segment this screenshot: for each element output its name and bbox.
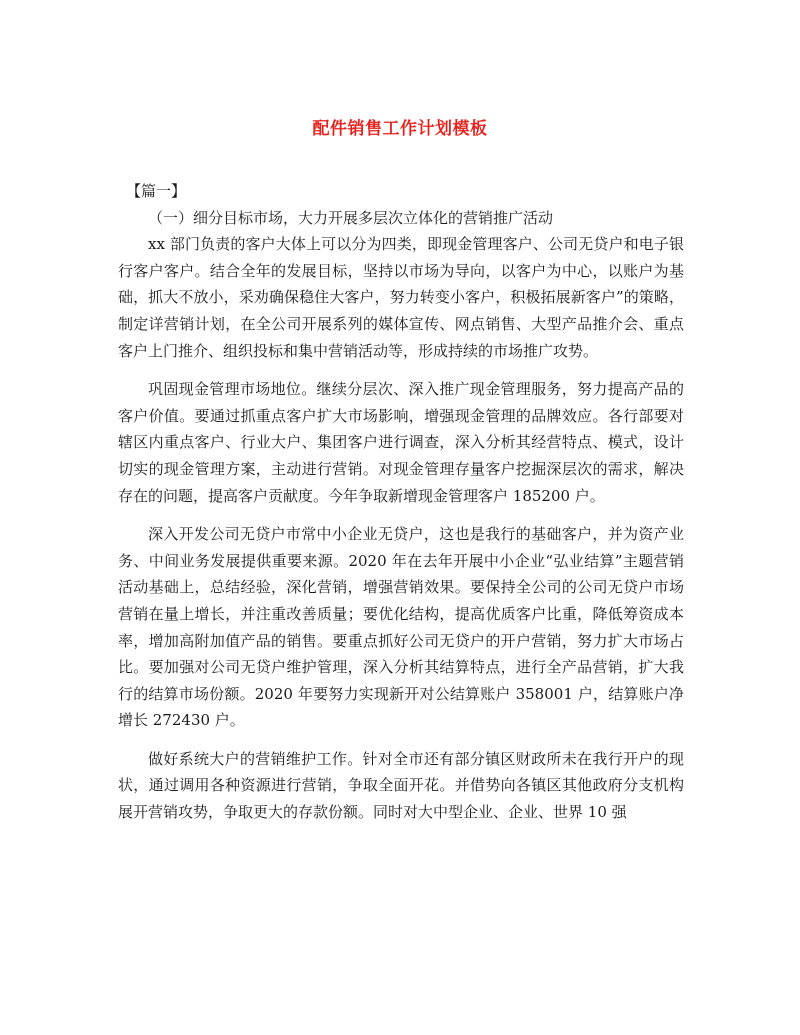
paragraph-system-clients: 做好系统大户的营销维护工作。针对全市还有部分镇区财政所未在我行开户的现状，通过调用各种资源进行营销，争取全面开花。并借势向各镇区其他政府分支机构展开营销攻势，争取更大的存款份额。同时对大中型企业、企业、世界 10 强 [118, 749, 684, 822]
paragraph-unloaned-clients: 深入开发公司无贷户市常中小企业无贷户，这也是我行的基础客户，并为资产业务、中间业务发展提供重要来源。2020 年在去年开展中小企业“弘业结算”主题营销活动基础上，总结经验，深化营销，增强营销效果。要保持全公司的公司无贷户市场营销在量上增长，并注重改善质量；要优化结构，提高优质客户比重，降低筹资成本率，增加高附加值产品的销售。要重点抓好公司无贷户的开户营销，努力扩大市场占比。要加强对公司无贷户维护管理，深入分析其结算特点，进行全产品营销，扩大我行的结算市场份额。2020 年要努力实现新开对公结算账户 358001 户，结算账户净增长 272430 户。 [118, 525, 684, 730]
paragraph-cash-management: 巩固现金管理市场地位。继续分层次、深入推广现金管理服务，努力提高产品的客户价值。要通过抓重点客户扩大市场影响，增强现金管理的品牌效应。各行部要对辖区内重点客户、行业大户、集团客户进行调查，深入分析其经营特点、模式，设计切实的现金管理方案，主动进行营销。对现金管理存量客户挖掘深层次的需求，解决存在的问题，提高客户贡献度。今年争取新增现金管理客户 185200 户。 [118, 380, 684, 505]
section-label: 【篇一】 [126, 182, 187, 200]
paragraph-overview: xx 部门负责的客户大体上可以分为四类，即现金管理客户、公司无贷户和电子银行客户客户。结合全年的发展目标，坚持以市场为导向，以客户为中心，以账户为基础，抓大不放小，采劝确保稳住大客户，努力转变小客户，积极拓展新客户”的策略，制定详营销计划，在全公司开展系列的媒体宣传、网点销售、大型产品推介会、重点客户上门推介、组织投标和集中营销活动等，形成持续的市场推广攻势。 [118, 235, 684, 360]
document-title: 配件销售工作计划模板 [312, 119, 488, 139]
subheading: （一）细分目标市场，大力开展多层次立体化的营销推广活动 [148, 208, 554, 227]
document-body [118, 178, 684, 838]
